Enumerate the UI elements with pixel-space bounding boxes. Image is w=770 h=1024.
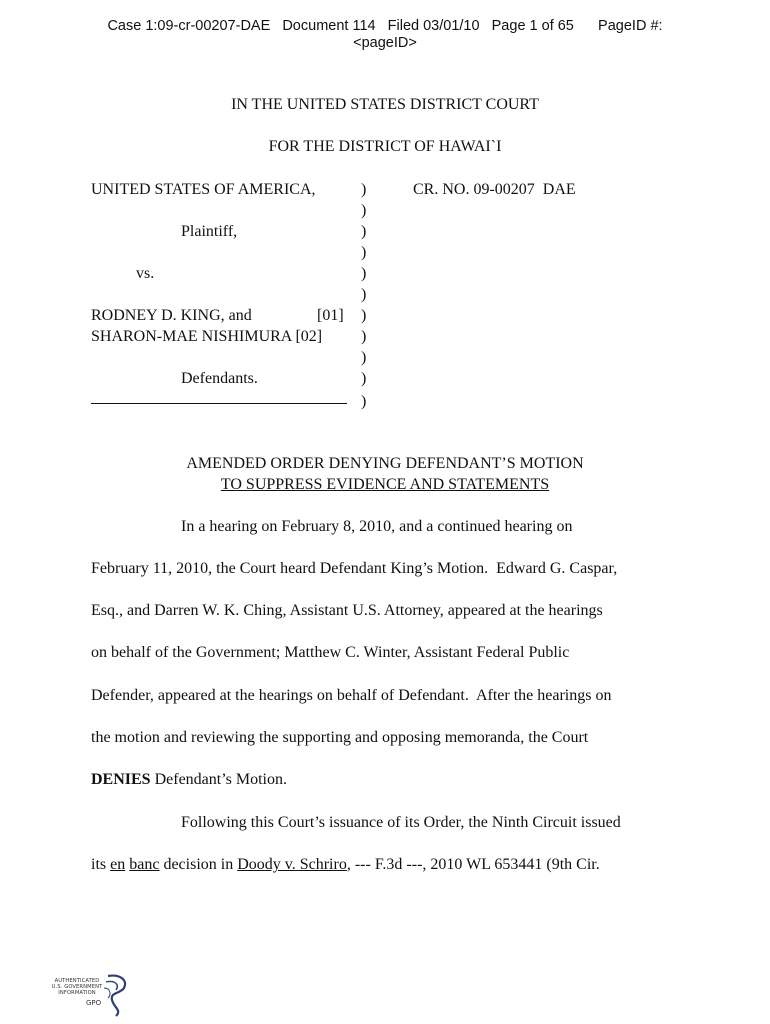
caption-paren: ): [361, 370, 367, 387]
caption-paren: ): [361, 265, 367, 282]
en-text: en: [110, 856, 126, 873]
body-line: [91, 855, 600, 875]
defendant-role: Defendants.: [181, 370, 258, 387]
order-title-line1: AMENDED ORDER DENYING DEFENDANT’S MOTION: [186, 455, 584, 472]
seal-text-line: INFORMATION: [58, 990, 96, 996]
seal-label: GPO: [86, 999, 102, 1007]
body-line: In a hearing on February 8, 2010, and a continued hearing on: [181, 518, 573, 535]
body-line: February 11, 2010, the Court heard Defendant King’s Motion. Edward G. Caspar,: [91, 560, 618, 577]
body-line: the motion and reviewing the supporting and opposing memoranda, the Court: [91, 729, 589, 746]
banc-text: banc: [129, 856, 160, 873]
caption-rule: [91, 403, 347, 404]
body-text: Defendant’s Motion.: [150, 771, 287, 788]
versus: vs.: [136, 265, 155, 282]
body-line: on behalf of the Government; Matthew C. Winter, Assistant Federal Public: [91, 644, 570, 661]
defendant-1: RODNEY D. KING, and: [91, 307, 252, 324]
case-number: CR. NO. 09-00207 DAE: [413, 181, 576, 198]
plaintiff-role: Plaintiff,: [181, 223, 238, 240]
seal-text-line: U.S. GOVERNMENT: [51, 984, 103, 990]
caption-paren: ): [361, 307, 367, 324]
caption-paren: ): [361, 223, 367, 240]
filing-header: [0, 18, 770, 52]
defendant-2: SHARON-MAE NISHIMURA [02]: [91, 328, 323, 345]
caption-paren: ): [361, 328, 367, 345]
body-line: Esq., and Darren W. K. Ching, Assistant U.S. Attorney, appeared at the hearings: [91, 602, 603, 619]
body-line: [91, 770, 287, 790]
body-text: , --- F.3d ---, 2010 WL 653441 (9th Cir.: [346, 856, 600, 873]
court-name: IN THE UNITED STATES DISTRICT COURT: [231, 96, 539, 113]
denies-text: DENIES: [91, 771, 151, 788]
caption-paren: ): [361, 393, 367, 410]
seal-text: [46, 978, 108, 996]
eagle-icon: [102, 974, 130, 1018]
caption-paren: ): [361, 349, 367, 366]
plaintiff-name: UNITED STATES OF AMERICA,: [91, 181, 316, 198]
court-district: FOR THE DISTRICT OF HAWAI`I: [268, 138, 502, 155]
seal-text-line: AUTHENTICATED: [54, 978, 100, 984]
filing-header-line2: <pageID>: [353, 35, 417, 51]
body-text: decision in: [159, 856, 238, 873]
order-title-line2-text: TO SUPPRESS EVIDENCE AND STATEMENTS: [220, 476, 550, 493]
order-title-line2: [0, 475, 770, 495]
body-line: Following this Court’s issuance of its Order, the Ninth Circuit issued: [181, 814, 621, 831]
filing-header-line1: Case 1:09-cr-00207-DAE Document 114 Filed 03/01/10 Page 1 of 65 PageID #:: [107, 18, 663, 34]
caption-paren: ): [361, 202, 367, 219]
case-citation-name: Doody v. Schriro: [237, 856, 347, 873]
caption-paren: ): [361, 286, 367, 303]
caption-paren: ): [361, 181, 367, 198]
gpo-authentication-seal: [46, 974, 130, 1018]
body-line: Defender, appeared at the hearings on behalf of Defendant. After the hearings on: [91, 687, 612, 704]
defendant-1-number: [01]: [317, 307, 344, 324]
caption-paren: ): [361, 244, 367, 261]
body-text: its: [91, 856, 111, 873]
